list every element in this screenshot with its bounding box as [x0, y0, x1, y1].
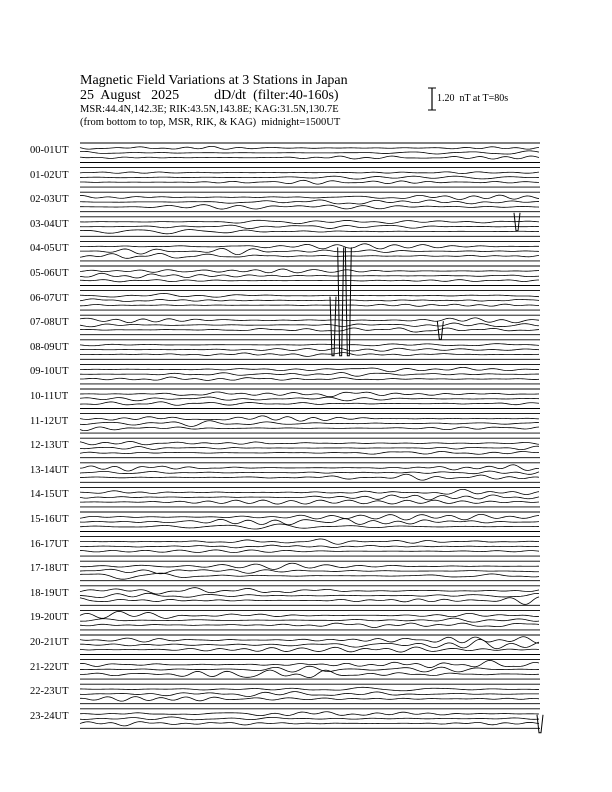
trace-RIK — [80, 545, 539, 548]
trace-RIK — [80, 639, 539, 648]
spike-23-24UT-60 — [537, 715, 543, 733]
hour-label: 11-12UT — [30, 415, 69, 427]
trace-RIK — [80, 495, 539, 500]
hour-label: 09-10UT — [30, 366, 69, 378]
hour-row-22-23UT — [80, 684, 540, 704]
hour-row-19-20UT — [80, 610, 540, 630]
trace-MSR — [80, 500, 539, 504]
trace-KAG — [80, 146, 539, 149]
hour-label: 14-15UT — [30, 489, 69, 501]
chart-title: Magnetic Field Variations at 3 Stations in Japan — [80, 73, 348, 88]
trace-KAG — [80, 611, 539, 618]
trace-MSR — [80, 722, 539, 726]
trace-KAG — [80, 712, 539, 716]
trace-KAG — [80, 269, 539, 273]
hour-row-00-01UT — [80, 143, 540, 163]
hour-label: 22-23UT — [30, 686, 69, 698]
trace-MSR — [80, 353, 539, 357]
hour-row-13-14UT — [80, 463, 540, 483]
trace-KAG — [80, 367, 539, 371]
trace-RIK — [80, 225, 539, 228]
trace-RIK — [80, 397, 539, 401]
trace-MSR — [80, 280, 539, 282]
hour-label: 02-03UT — [30, 194, 69, 206]
trace-RIK — [80, 151, 539, 154]
hour-label: 01-02UT — [30, 169, 69, 181]
hour-row-11-12UT — [80, 414, 540, 434]
trace-KAG — [80, 563, 539, 569]
hour-row-07-08UT — [80, 315, 540, 335]
trace-KAG — [80, 687, 539, 690]
trace-KAG — [80, 416, 539, 421]
trace-MSR — [80, 402, 539, 405]
trace-MSR — [80, 647, 539, 652]
hour-label: 17-18UT — [30, 563, 69, 575]
hour-row-01-02UT — [80, 168, 540, 188]
trace-RIK — [80, 593, 539, 597]
trace-RIK — [80, 373, 539, 377]
trace-RIK — [80, 299, 539, 302]
trace-MSR — [80, 697, 539, 702]
hour-label: 04-05UT — [30, 243, 69, 255]
stations-line: MSR:44.4N,142.3E; RIK:43.5N,143.8E; KAG:31.5N,130.7E — [80, 104, 339, 115]
trace-KAG — [80, 539, 539, 544]
scale-bar — [428, 88, 436, 110]
trace-MSR — [80, 550, 539, 553]
trace-KAG — [80, 489, 539, 494]
hour-row-14-15UT — [80, 487, 540, 507]
trace-RIK — [80, 348, 539, 351]
hour-row-20-21UT — [80, 635, 540, 655]
trace-KAG — [80, 392, 539, 397]
hour-row-21-22UT — [80, 660, 540, 680]
trace-RIK — [80, 273, 539, 278]
trace-MSR — [80, 597, 539, 604]
hour-row-06-07UT — [80, 291, 540, 311]
trace-MSR — [80, 156, 539, 159]
trace-KAG — [80, 244, 539, 249]
hour-label: 16-17UT — [30, 538, 69, 550]
trace-MSR — [80, 180, 539, 184]
trace-RIK — [80, 421, 539, 427]
trace-MSR — [80, 304, 539, 306]
trace-RIK — [80, 569, 539, 573]
trace-MSR — [80, 451, 539, 454]
trace-MSR — [80, 474, 539, 480]
spike-07-08UT-47 — [437, 321, 443, 339]
hour-label: 18-19UT — [30, 587, 69, 599]
trace-MSR — [80, 573, 539, 579]
hour-row-17-18UT — [80, 561, 540, 581]
trace-KAG — [80, 220, 539, 223]
hour-row-15-16UT — [80, 512, 540, 532]
trace-KAG — [80, 637, 539, 643]
trace-KAG — [80, 293, 539, 297]
date-filter-line: 25 August 2025 dD/dt (filter:40-160s) — [80, 88, 339, 103]
hour-row-16-17UT — [80, 537, 540, 557]
hour-row-05-06UT — [80, 266, 540, 286]
trace-RIK — [80, 446, 539, 449]
trace-MSR — [80, 623, 539, 627]
hour-label: 19-20UT — [30, 612, 69, 624]
trace-order-line: (from bottom to top, MSR, RIK, & KAG) midnight=1500UT — [80, 117, 341, 128]
hour-label: 00-01UT — [30, 145, 69, 156]
hour-label: 07-08UT — [30, 317, 69, 329]
trace-MSR — [80, 670, 539, 677]
hour-label: 23-24UT — [30, 710, 69, 722]
trace-RIK — [80, 519, 539, 525]
hour-row-03-04UT — [80, 217, 540, 237]
trace-MSR — [80, 230, 539, 234]
trace-KAG — [80, 172, 539, 174]
hour-label: 12-13UT — [30, 440, 69, 452]
hour-label: 10-11UT — [30, 391, 69, 402]
trace-KAG — [80, 195, 539, 199]
scale-label: 1.20 nT at T=80s — [437, 93, 509, 104]
trace-MSR — [80, 427, 539, 431]
hour-label: 13-14UT — [30, 464, 69, 476]
trace-MSR — [80, 205, 539, 209]
hour-label: 05-06UT — [30, 268, 69, 279]
trace-KAG — [80, 344, 539, 346]
hour-row-18-19UT — [80, 586, 540, 606]
trace-KAG — [80, 465, 539, 471]
hour-row-09-10UT — [80, 364, 540, 384]
hour-row-12-13UT — [80, 438, 540, 458]
trace-RIK — [80, 666, 539, 672]
trace-RIK — [80, 692, 539, 697]
hour-label: 20-21UT — [30, 637, 69, 648]
trace-RIK — [80, 618, 539, 622]
hour-label: 08-09UT — [30, 341, 69, 353]
hour-row-10-11UT — [80, 389, 540, 409]
trace-RIK — [80, 200, 539, 204]
hour-row-08-09UT — [80, 340, 540, 360]
trace-MSR — [80, 524, 539, 529]
hour-label: 15-16UT — [30, 514, 69, 525]
trace-RIK — [80, 471, 539, 474]
trace-MSR — [80, 328, 539, 332]
hour-label: 21-22UT — [30, 661, 69, 673]
trace-KAG — [80, 318, 539, 323]
trace-RIK — [80, 323, 539, 327]
trace-MSR — [80, 253, 539, 258]
hour-label: 03-04UT — [30, 218, 69, 230]
trace-RIK — [80, 248, 539, 254]
hour-row-02-03UT — [80, 192, 540, 212]
hour-row-23-24UT — [80, 709, 540, 729]
trace-KAG — [80, 441, 539, 444]
trace-RIK — [80, 717, 539, 720]
trace-KAG — [80, 514, 539, 520]
hour-label: 06-07UT — [30, 292, 69, 304]
trace-RIK — [80, 176, 539, 179]
hour-row-04-05UT — [80, 241, 540, 261]
trace-MSR — [80, 377, 539, 380]
